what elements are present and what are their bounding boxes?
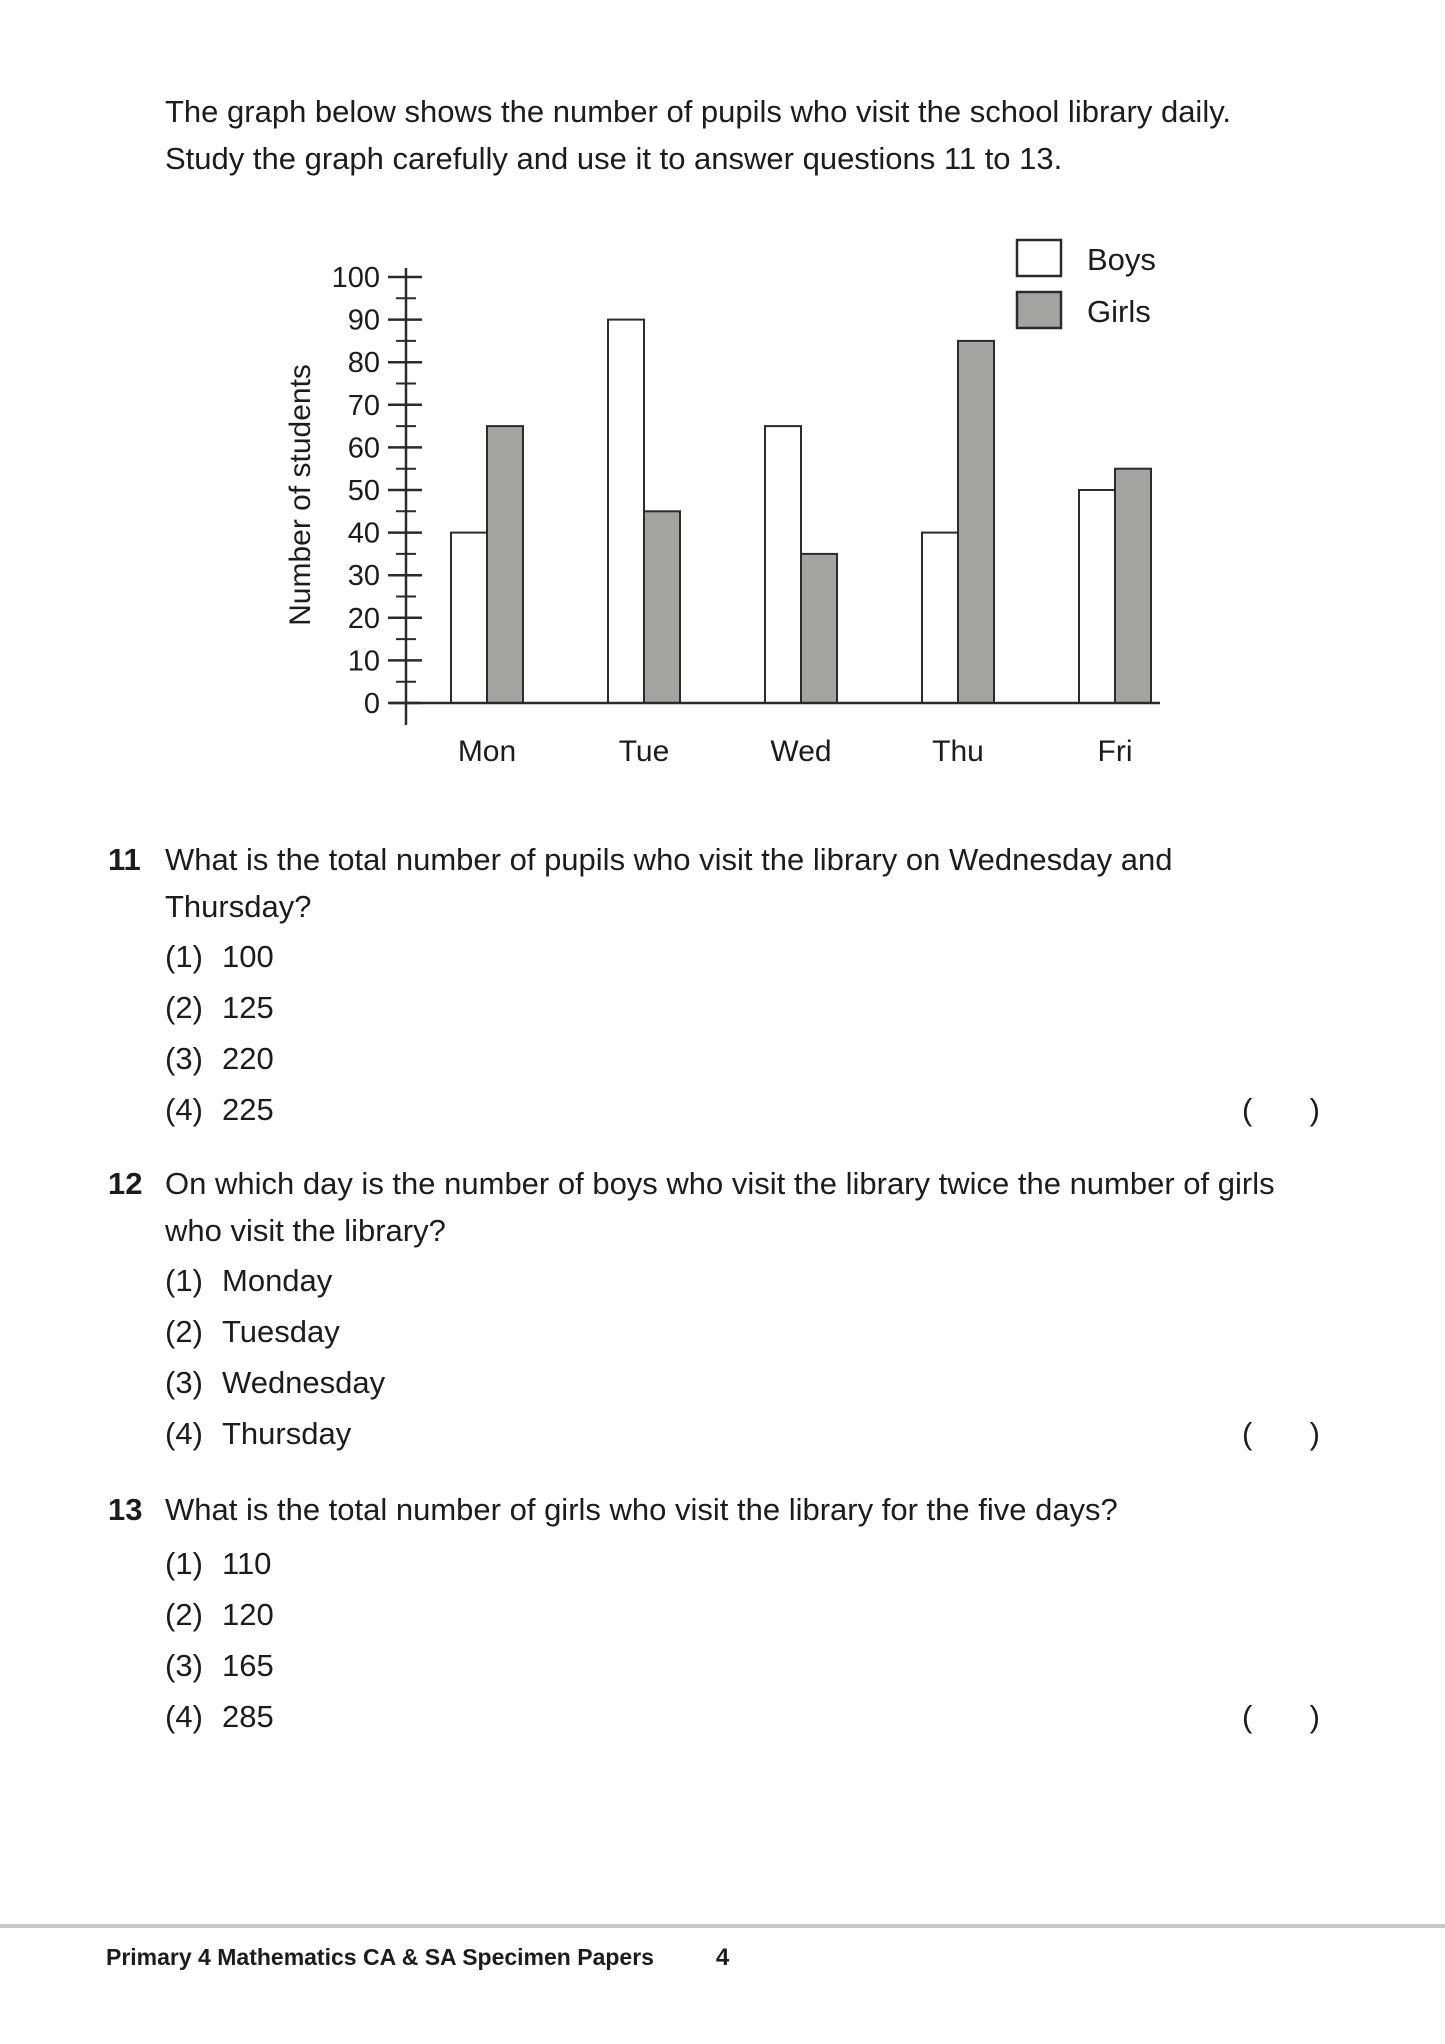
intro-line-1: The graph below shows the number of pupils who visit the school library daily.: [165, 94, 1232, 129]
option-value: 225: [222, 1092, 274, 1127]
option-label: (4): [165, 1699, 203, 1734]
option-label: (1): [165, 1546, 203, 1581]
option-row: [165, 933, 1320, 980]
question-number: 11: [108, 842, 141, 877]
question-text-line: Thursday?: [165, 889, 312, 924]
legend-swatch-girls: [1017, 292, 1061, 328]
question-text-line: who visit the library?: [165, 1213, 446, 1248]
option-row: [165, 1086, 1320, 1133]
question-12: [108, 1160, 1338, 1461]
option-value: Wednesday: [222, 1365, 386, 1400]
y-tick-label-40: 40: [347, 517, 380, 550]
legend-label-boys: Boys: [1087, 242, 1156, 277]
question-text-line: On which day is the number of boys who visit the library twice the number of girls: [165, 1166, 1275, 1201]
option-row: [165, 1308, 1320, 1355]
option-row: [165, 984, 1320, 1031]
page-number: 4: [715, 1944, 730, 1971]
library-visits-bar-chart: [230, 230, 1180, 790]
option-value: 120: [222, 1597, 274, 1632]
y-tick-label-20: 20: [347, 602, 380, 635]
option-label: (2): [165, 1314, 203, 1349]
intro-text: [165, 88, 1231, 182]
y-tick-label-30: 30: [347, 560, 380, 593]
option-row: [165, 1257, 1320, 1304]
option-label: (1): [165, 1263, 203, 1298]
option-label: (1): [165, 939, 203, 974]
option-row: [165, 1591, 1320, 1638]
options-list: [165, 1540, 1320, 1740]
y-tick-label-90: 90: [347, 304, 380, 337]
bar-girls-tue: [644, 511, 680, 703]
bar-boys-wed: [765, 426, 801, 703]
options-list: [165, 933, 1320, 1133]
option-label: (3): [165, 1648, 203, 1683]
question-text-line: What is the total number of pupils who visit the library on Wednesday and: [165, 842, 1173, 877]
option-value: 285: [222, 1699, 274, 1734]
option-value: Monday: [222, 1263, 333, 1298]
day-label-fri: Fri: [1097, 735, 1133, 768]
footer-divider: [0, 1924, 1445, 1928]
answer-close-paren: ): [1309, 1699, 1320, 1734]
answer-close-paren: ): [1309, 1092, 1320, 1127]
bar-boys-thu: [922, 533, 958, 703]
bar-girls-mon: [487, 426, 523, 703]
option-value: 110: [222, 1546, 272, 1581]
option-value: 220: [222, 1041, 274, 1076]
option-row: [165, 1410, 1320, 1457]
question-text-line: What is the total number of girls who visit the library for the five days?: [165, 1492, 1118, 1527]
options-list: [165, 1257, 1320, 1457]
legend-label-girls: Girls: [1087, 294, 1151, 329]
y-tick-label-50: 50: [347, 475, 380, 507]
answer-open-paren: (: [1242, 1699, 1253, 1734]
option-label: (4): [165, 1092, 203, 1127]
intro-line-2: Study the graph carefully and use it to answer questions 11 to 13.: [165, 141, 1063, 176]
option-row: [165, 1540, 1320, 1587]
answer-close-paren: ): [1309, 1416, 1320, 1451]
y-tick-label-100: 100: [331, 262, 380, 294]
day-label-tue: Tue: [618, 735, 670, 768]
legend-swatch-boys: [1017, 240, 1061, 276]
answer-blank: [1242, 1086, 1320, 1133]
option-row: [165, 1642, 1320, 1689]
option-row: [165, 1359, 1320, 1406]
y-tick-label-10: 10: [347, 645, 380, 678]
answer-blank: [1242, 1410, 1320, 1457]
answer-open-paren: (: [1242, 1416, 1253, 1451]
y-tick-label-0: 0: [363, 688, 380, 720]
option-label: (3): [165, 1041, 203, 1076]
bar-chart-svg: [230, 230, 1180, 790]
question-13: [108, 1486, 1338, 1744]
bar-girls-thu: [958, 341, 994, 703]
y-tick-label-70: 70: [347, 389, 380, 422]
option-value: Thursday: [222, 1416, 352, 1451]
option-label: (4): [165, 1416, 203, 1451]
question-text: [165, 836, 1172, 930]
footer-title: Primary 4 Mathematics CA & SA Specimen Papers: [106, 1944, 654, 1970]
option-value: 165: [222, 1648, 274, 1683]
option-row: [165, 1035, 1320, 1082]
question-number: 12: [108, 1166, 143, 1201]
question-number: 13: [108, 1492, 143, 1527]
y-axis-title: Number of students: [284, 364, 317, 626]
day-label-mon: Mon: [457, 735, 517, 768]
bar-girls-wed: [801, 554, 837, 703]
bar-girls-fri: [1115, 469, 1151, 703]
option-row: [165, 1693, 1320, 1740]
option-value: 125: [222, 990, 274, 1025]
option-value: Tuesday: [222, 1314, 340, 1349]
question-text: [165, 1486, 1118, 1533]
answer-blank: [1242, 1693, 1320, 1740]
answer-open-paren: (: [1242, 1092, 1253, 1127]
bar-boys-fri: [1079, 490, 1115, 703]
option-label: (2): [165, 990, 203, 1025]
question-11: [108, 836, 1338, 1137]
option-value: 100: [222, 939, 274, 974]
day-label-thu: Thu: [932, 735, 984, 768]
bar-boys-mon: [451, 533, 487, 703]
y-tick-label-60: 60: [347, 432, 380, 465]
question-text: [165, 1160, 1275, 1254]
day-label-wed: Wed: [770, 735, 832, 768]
y-tick-label-80: 80: [347, 347, 380, 380]
option-label: (3): [165, 1365, 203, 1400]
bar-boys-tue: [608, 320, 644, 703]
option-label: (2): [165, 1597, 203, 1632]
